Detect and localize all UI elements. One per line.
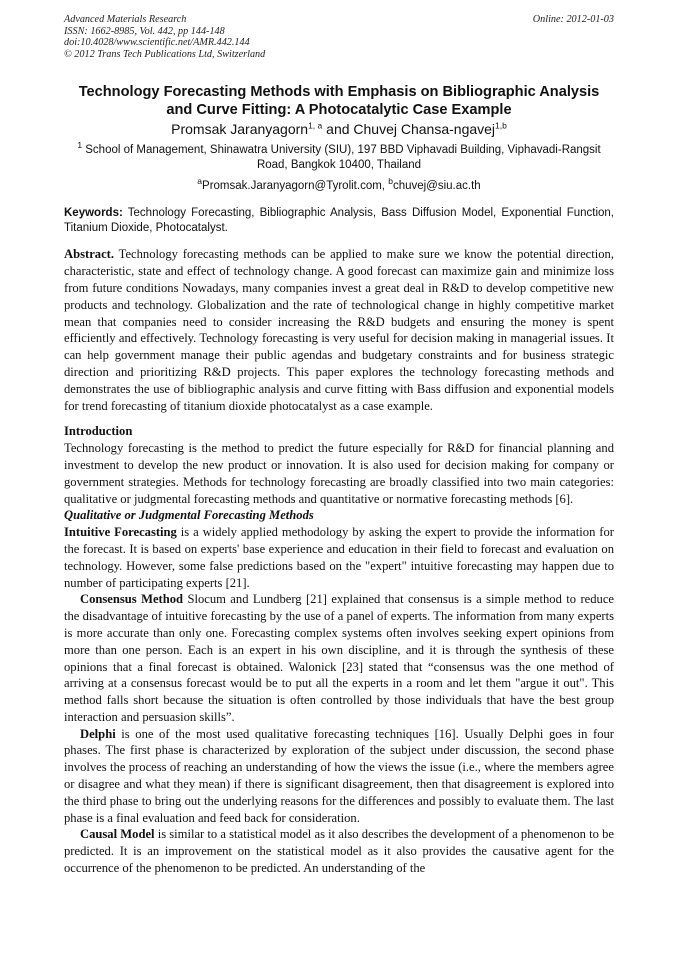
introduction-heading: Introduction xyxy=(64,424,133,439)
consensus-paragraph xyxy=(64,591,614,725)
consensus-lead: Consensus Method xyxy=(80,592,184,607)
abstract xyxy=(64,246,614,414)
online-date: Online: 2012-01-03 xyxy=(532,14,614,25)
intro-paragraph: Technology forecasting is the method to predict the future especially for R&D for financial planning and investment to develop the new product or innovation. It is also used for decision making for company or government strategies. Methods for technology forecasting are broadly classified into two main categories: qualitative or judgmental forecasting methods and quantitative or normative forecasting methods [6]. xyxy=(64,441,614,506)
issn-line: ISSN: 1662-8985, Vol. 442, pp 144-148 xyxy=(64,25,225,37)
causal-lead: Causal Model xyxy=(80,827,155,842)
journal-name: Advanced Materials Research xyxy=(64,14,187,25)
email-a[interactable]: Promsak.Jaranyagorn@Tyrolit.com, xyxy=(202,180,385,193)
keywords xyxy=(64,206,614,235)
email-b[interactable]: chuvej@siu.ac.th xyxy=(392,180,481,193)
affiliation-text: School of Management, Shinawatra University (SIU), 197 BBD Viphavadi Building, Viphavadi-Rangsit Road, Bangkok 10400, Thailand xyxy=(85,144,601,172)
affiliation xyxy=(64,140,614,173)
abstract-label: Abstract. xyxy=(64,247,115,262)
intuitive-text: is a widely applied methodology by asking the expert to provide the information for the forecast. It is based on experts' base experience and education in their field to forecast and evaluation on technology. However, some false predictions based on the "expert" intuitive forecasting may happen due to number of participating experts [21]. xyxy=(64,525,614,590)
abstract-text: Technology forecasting methods can be applied to make sure we know the potential direction, characteristic, state and effect of technology change. A good forecast can maximize gain and minimize loss from future conditions Nowadays, many companies invest a great deal in R&D to develop competitive new products and technology. Globalization and the rate of technological change in highly competitive market mean that companies need to consider increasing the R&D budgets and ensuring the money is spent efficiently and effectively. Technology forecasting is very useful for decision making in managerial issues. It can help government manage their public agendas and budgetary constraints and for business strategic direction and prioritizing R&D projects. This paper explores the technology forecasting methods and demonstrates the use of bibliographic analysis and curve fitting with Bass diffusion and exponential models for trend forecasting of titanium dioxide photocatalyst as a case example. xyxy=(64,247,615,413)
author-and: and xyxy=(326,121,350,138)
author-2-sup: 1,b xyxy=(495,120,507,131)
intuitive-lead: Intuitive Forecasting xyxy=(64,525,177,540)
causal-text: is similar to a statistical model as it also describes the development of a phenomenon to be predicted. It is an improvement on the statistical model as it also provides the causative agent for the occurrence of the phenomenon to be predicted. An understanding of the xyxy=(64,827,614,876)
keywords-label: Keywords: xyxy=(64,207,123,220)
author-line xyxy=(64,120,614,138)
intuitive-paragraph xyxy=(64,524,614,591)
journal-header xyxy=(64,14,614,60)
delphi-lead: Delphi xyxy=(80,726,116,741)
author-2: Chuvej Chansa-ngavej xyxy=(353,121,496,138)
keywords-text: Technology Forecasting, Bibliographic Analysis, Bass Diffusion Model, Exponential Function, Titanium Dioxide, Photocatalyst. xyxy=(64,207,614,234)
delphi-text: is one of the most used qualitative forecasting techniques [16]. Usually Delphi goes in four phases. The first phase is characterized by exploration of the subject under discussion, the second phase involves the process of reaching an understanding of how the views the issue (i.e., where the members agree or disagree and what they mean) if there is significant disagreement, then that disagreement is explored into the third phase to bring out the underlying reasons for the differences and possibly to evaluate them. The last phase is a final evaluation and feed back for consideration. xyxy=(64,726,614,825)
author-1: Promsak Jaranyagorn xyxy=(171,121,309,138)
causal-paragraph xyxy=(64,826,614,876)
paper-page xyxy=(64,14,614,877)
author-1-sup: 1, a xyxy=(308,120,323,131)
consensus-text: Slocum and Lundberg [21] explained that consensus is a simple method to reduce the disadvantage of intuitive forecasting by the use of a panel of experts. The information from many experts is more accurate than only one. Forecasting complex systems often involves seeking expert opinions from more than one person. Each is an expert in his own discipline, and it is through the synthesis of these opinions that a final forecast is obtained. Walonick [23] stated that “consensus was the one method of arriving at a consensus forecast would be to put all the experts in a room and let them "argue it out". This method falls short because the situation is often controlled by those individuals that have the best group interaction and persuasion skills”. xyxy=(64,592,614,724)
affiliation-sup: 1 xyxy=(77,140,83,151)
qualitative-subheading: Qualitative or Judgmental Forecasting Methods xyxy=(64,508,314,523)
copyright-line: © 2012 Trans Tech Publications Ltd, Switzerland xyxy=(64,48,266,60)
paper-title: Technology Forecasting Methods with Emphasis on Bibliographic Analysis and Curve Fitting: A Photocatalytic Case Example xyxy=(78,84,600,119)
email-line xyxy=(64,176,614,193)
email-b-sup: b xyxy=(388,176,393,187)
doi-line: doi:10.4028/www.scientific.net/AMR.442.144 xyxy=(64,37,250,49)
email-a-sup: a xyxy=(197,176,203,187)
delphi-paragraph xyxy=(64,726,614,827)
